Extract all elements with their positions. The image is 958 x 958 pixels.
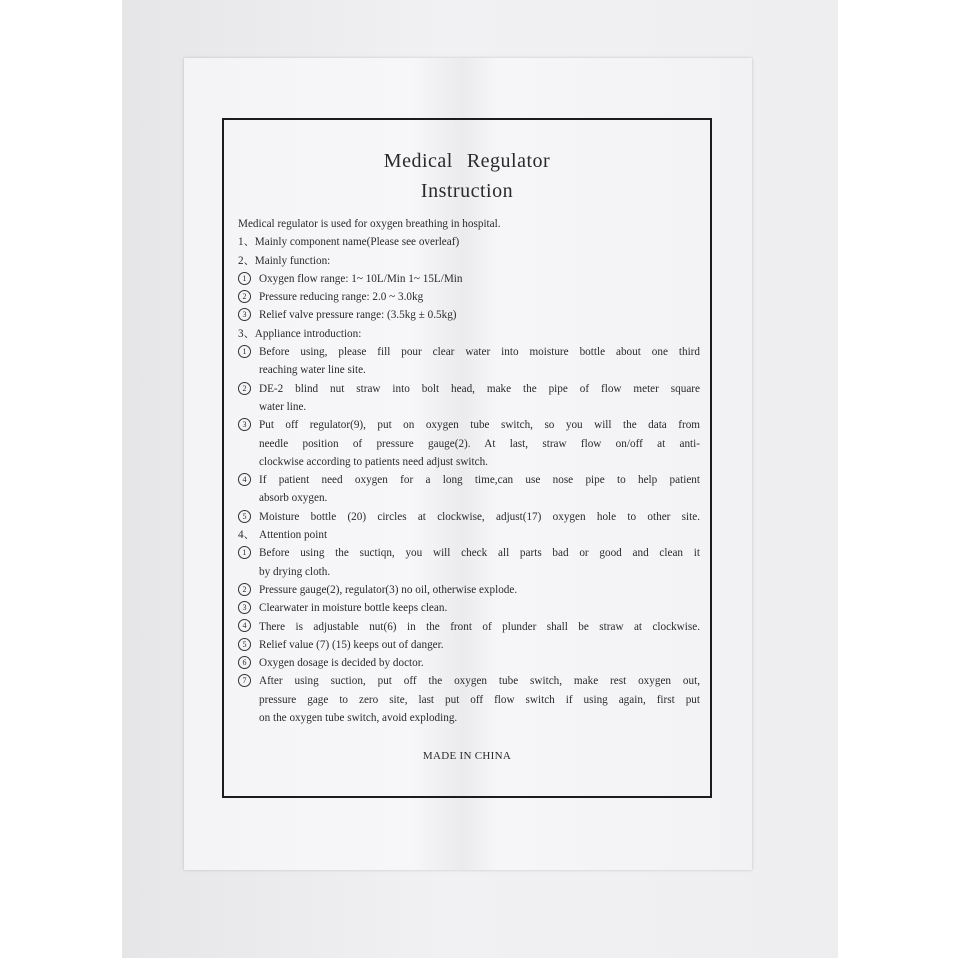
attention-item-line: There is adjustable nut(6) in the front of plunder shall be straw at clockwise. — [259, 620, 700, 633]
function-item: Pressure reducing range: 2.0 ~ 3.0kg — [259, 291, 424, 304]
circled-number: 1 — [238, 345, 251, 358]
appliance-item-line: absorb oxygen. — [259, 492, 328, 505]
circled-number: 4 — [238, 473, 251, 486]
section-3-heading: 3、Appliance introduction: — [238, 327, 362, 340]
circled-number: 2 — [238, 290, 251, 303]
circled-number: 1 — [238, 272, 251, 285]
circled-number: 5 — [238, 510, 251, 523]
document-title — [224, 146, 710, 206]
title-instruction: Instruction — [420, 180, 514, 202]
instruction-document — [222, 118, 712, 798]
attention-item-line: After using suction, put off the oxygen tube switch, make rest oxygen out, — [259, 675, 700, 688]
attention-item-line: pressure gage to zero site, last put off flow switch if using again, first put — [259, 693, 700, 706]
appliance-item-line: needle position of pressure gauge(2). At last, straw flow on/off at anti- — [259, 437, 700, 450]
attention-item-line: Clearwater in moisture bottle keeps clean. — [259, 602, 448, 615]
circled-number: 4 — [238, 619, 251, 632]
appliance-item-line: Put off regulator(9), put on oxygen tube switch, so you will the data from — [259, 419, 700, 432]
appliance-item-line: DE-2 blind nut straw into bolt head, make the pipe of flow meter square — [259, 382, 700, 395]
function-item: Relief valve pressure range: (3.5kg ± 0.5kg) — [259, 309, 457, 322]
section-2-heading: 2、Mainly function: — [238, 254, 331, 267]
title-word-medical: Medical — [383, 150, 453, 172]
title-word-regulator: Regulator — [466, 150, 551, 172]
attention-item-line: Pressure gauge(2), regulator(3) no oil, otherwise explode. — [259, 583, 518, 596]
appliance-item-line: water line. — [259, 400, 307, 413]
document-body — [238, 215, 700, 727]
attention-item-line: on the oxygen tube switch, avoid exploding. — [259, 712, 458, 725]
attention-item-line: Oxygen dosage is decided by doctor. — [259, 657, 424, 670]
attention-item-line: Before using the suctiqn, you will check all parts bad or good and clean it — [259, 547, 700, 560]
appliance-item-line: If patient need oxygen for a long time,can use nose pipe to help patient — [259, 474, 700, 487]
appliance-item-line: clockwise according to patients need adjust switch. — [259, 455, 488, 468]
appliance-item-line: reaching water line site. — [259, 364, 366, 377]
circled-number: 2 — [238, 382, 251, 395]
function-item: Oxygen flow range: 1~ 10L/Min 1~ 15L/Min — [259, 272, 463, 285]
section-1-heading: 1、Mainly component name(Please see overleaf) — [238, 236, 460, 249]
circled-number: 3 — [238, 601, 251, 614]
circled-number: 3 — [238, 308, 251, 321]
circled-number: 3 — [238, 418, 251, 431]
attention-item-line: Relief value (7) (15) keeps out of danger. — [259, 638, 444, 651]
circled-number: 5 — [238, 638, 251, 651]
section-4-heading: Attention point — [259, 529, 328, 542]
circled-number: 2 — [238, 583, 251, 596]
circled-number: 6 — [238, 656, 251, 669]
circled-number: 7 — [238, 674, 251, 687]
intro-text: Medical regulator is used for oxygen breathing in hospital. — [238, 218, 501, 230]
appliance-item-line: Moisture bottle (20) circles at clockwise, adjust(17) oxygen hole to other site. — [259, 510, 700, 523]
appliance-item-line: Before using, please fill pour clear water into moisture bottle about one third — [259, 346, 700, 359]
attention-item-line: by drying cloth. — [259, 565, 331, 578]
made-in-footer: MADE IN CHINA — [422, 750, 512, 762]
circled-number: 1 — [238, 546, 251, 559]
section-4-number: 4、 — [238, 529, 255, 542]
